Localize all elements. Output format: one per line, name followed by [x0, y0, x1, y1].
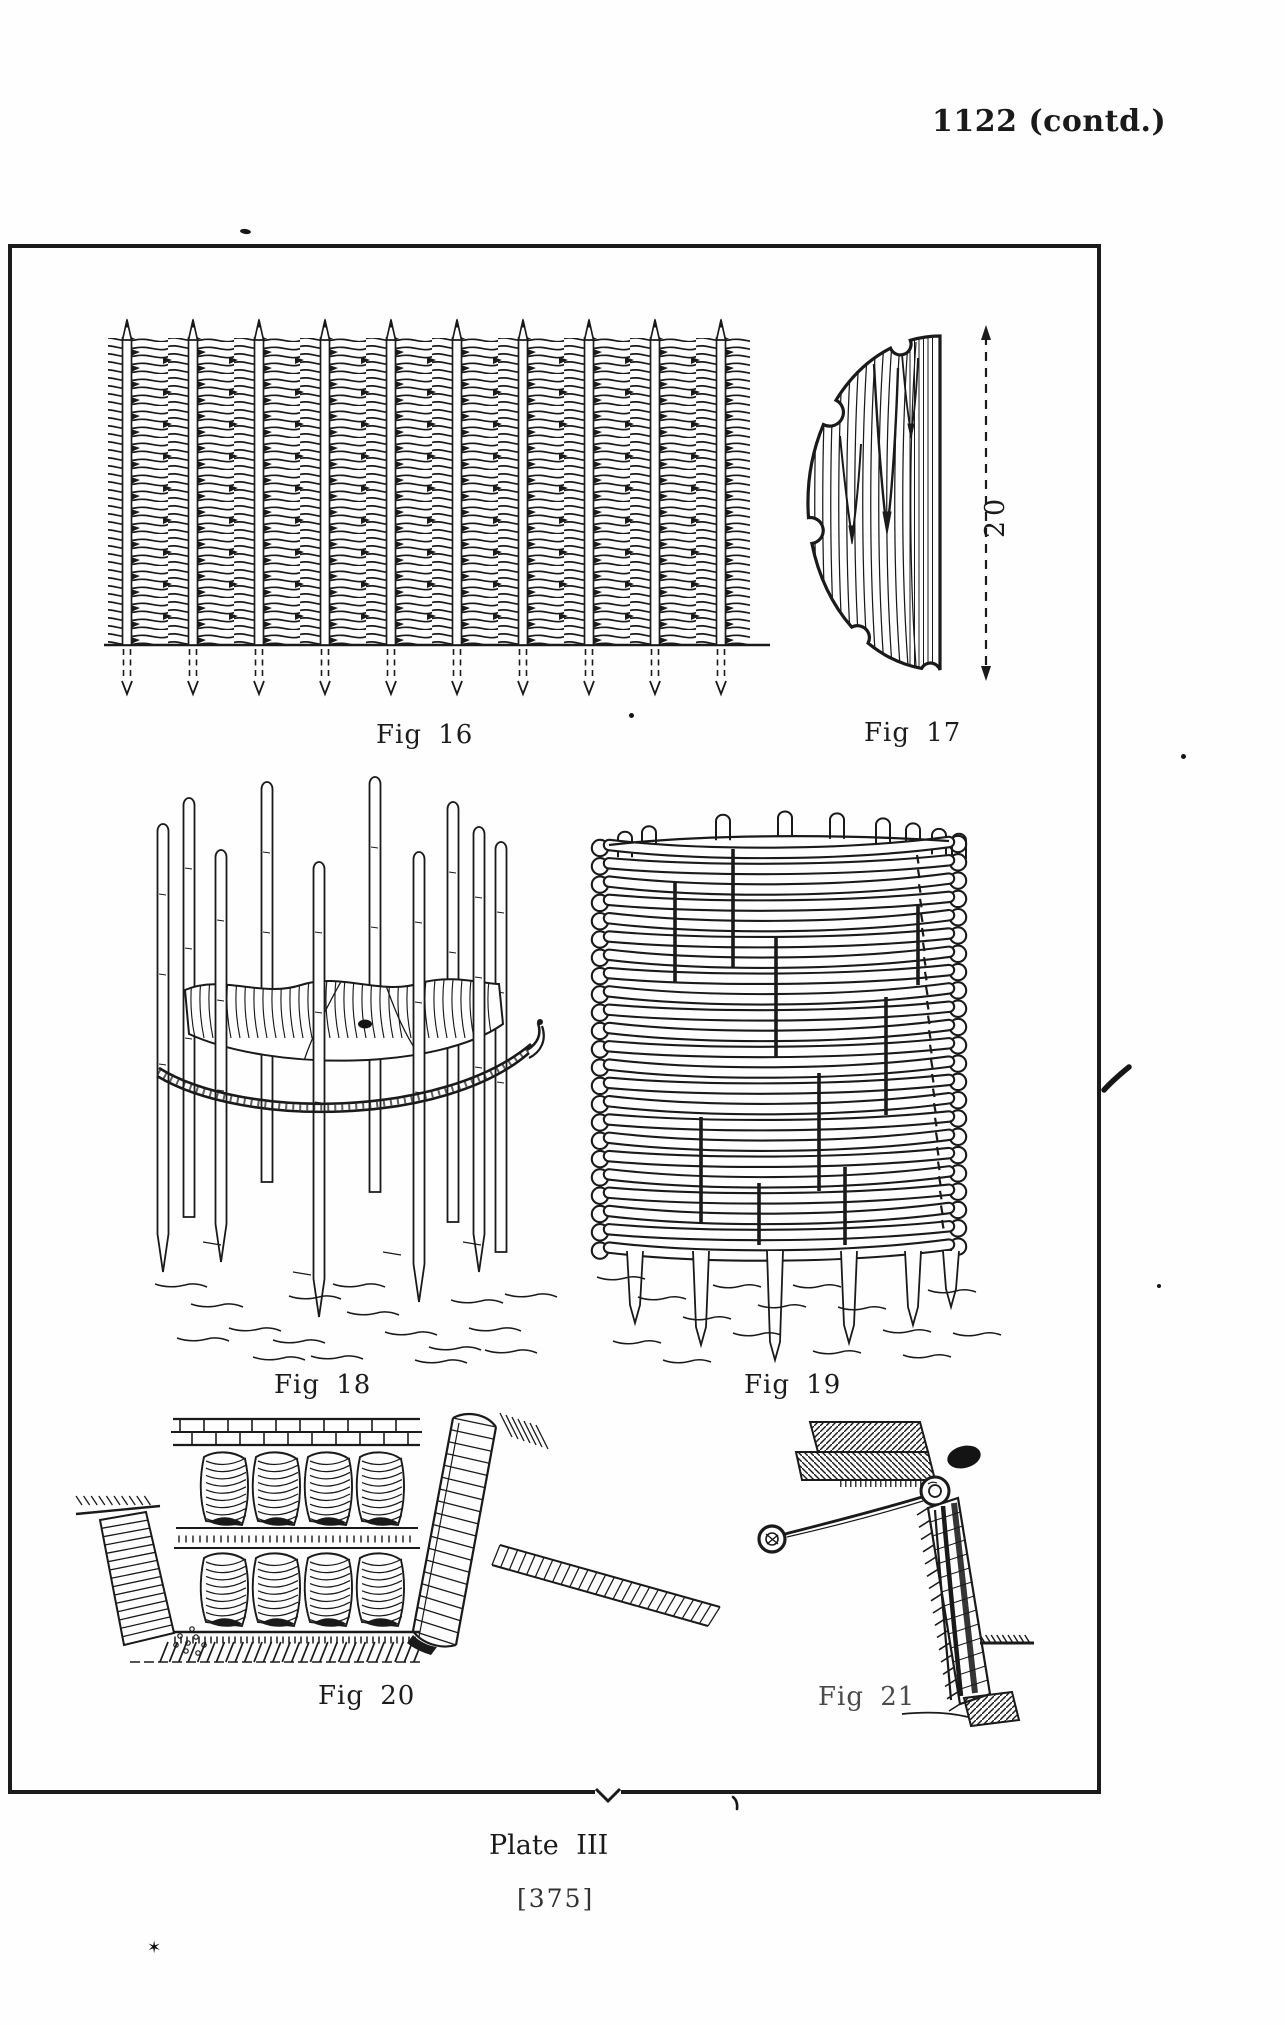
fig20-caption: Fig 20	[318, 1681, 416, 1711]
ink-speck	[629, 713, 634, 718]
dimension-line	[980, 325, 1011, 681]
fig16-illustration	[102, 310, 774, 702]
fig18-caption: Fig 18	[274, 1370, 372, 1400]
fig19-caption: Fig 19	[744, 1370, 842, 1400]
fig21-caption: Fig 21	[818, 1682, 916, 1712]
fig17-caption: Fig 17	[864, 718, 962, 748]
printers-mark: ✶	[147, 1938, 162, 1958]
fig16-caption: Fig 16	[376, 720, 474, 750]
folio-number: [375]	[517, 1884, 595, 1913]
frame-notch	[595, 1786, 621, 1804]
knot-hole	[358, 1020, 372, 1029]
comma-mark	[729, 1795, 745, 1813]
plate-label: Plate III	[489, 1830, 609, 1861]
ink-speck	[1181, 754, 1186, 759]
half-disc-outline	[808, 336, 940, 670]
dimension-value: 20	[980, 493, 1011, 539]
ink-speck	[240, 228, 252, 234]
ground-sketch	[155, 1242, 557, 1363]
fig19-illustration	[583, 785, 983, 1370]
fig18-illustration	[133, 772, 558, 1367]
ink-speck	[1157, 1284, 1161, 1288]
page-number-header: 1122 (contd.)	[932, 104, 1167, 139]
fig21-illustration	[742, 1396, 1062, 1730]
fig20-illustration	[68, 1393, 736, 1683]
pen-slash-mark	[1100, 1062, 1134, 1096]
fig17-illustration	[790, 318, 1030, 696]
